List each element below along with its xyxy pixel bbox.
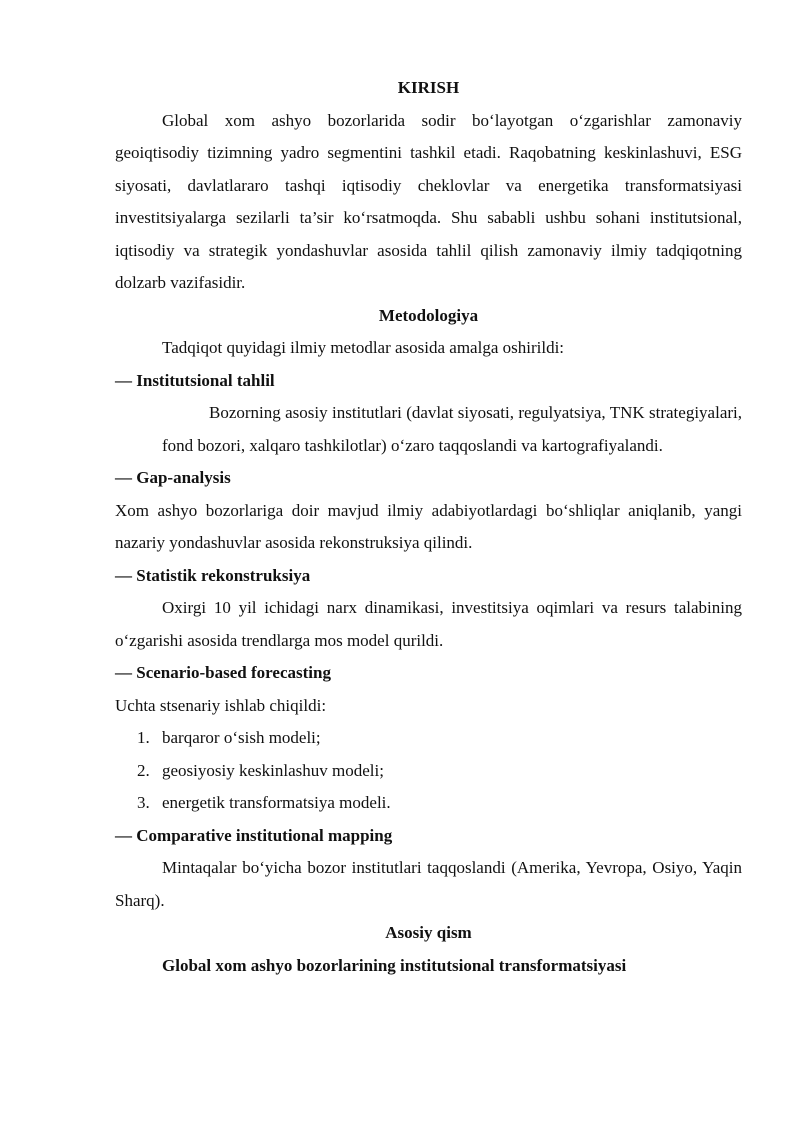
intro-paragraph: Global xom ashyo bozorlarida sodir bo‘layotgan o‘zgarishlar zamonaviy geoiqtisodiy tizimning yadro segmentini tashkil etadi. Raqobatning keskinlashuvi, ESG siyosati, davlatlararo tashqi iqtisodiy cheklovlar va energetika transformatsiyasi investitsiyalarga sezilarli ta’sir ko‘rsatmoqda. Shu sababli ushbu sohani institutsional, iqtisodiy va strategik yondashuvlar asosida tahlil qilish zamonaviy ilmiy tadqiqotning dolzarb vazifasidir.: [115, 110, 742, 292]
main-subheading: Global xom ashyo bozorlarining institutsional transformatsiyasi: [162, 955, 627, 975]
gap-analysis-title: — Gap-analysis: [115, 468, 231, 487]
comparative-mapping-title: — Comparative institutional mapping: [115, 825, 393, 845]
main-heading: Asosiy qism: [385, 923, 472, 942]
list-item: [115, 755, 742, 788]
scenario-list: [115, 722, 742, 820]
scenario-forecasting-title: — Scenario-based forecasting: [115, 663, 331, 682]
statistical-reconstruction-text: Oxirgi 10 yil ichidagi narx dinamikasi, investitsiya oqimlari va resurs talabining o‘zgarishi asosida trendlarga mos model qurildi.: [115, 598, 742, 650]
list-item: [115, 787, 742, 820]
list-item-number: 3.: [137, 793, 150, 812]
institutional-analysis-text: Bozorning asosiy institutlari (davlat siyosati, regulyatsiya, TNK strategiyalari, fond bozori, xalqaro tashkilotlar) o‘zaro taqqoslandi va kartografiyalandi.: [162, 403, 742, 455]
institutional-analysis-title: — Institutsional tahlil: [115, 370, 275, 390]
list-item-text: barqaror o‘sish modeli;: [162, 728, 321, 747]
list-item-text: geosiyosiy keskinlashuv modeli;: [162, 760, 384, 780]
intro-heading: KIRISH: [397, 78, 460, 97]
list-item-number: 1.: [137, 728, 150, 747]
comparative-mapping-text: Mintaqalar bo‘yicha bozor institutlari taqqoslandi (Amerika, Yevropa, Osiyo, Yaqin Sharq).: [115, 858, 742, 910]
statistical-reconstruction-title: — Statistik rekonstruksiya: [115, 565, 311, 585]
list-item-text: energetik transformatsiya modeli.: [162, 793, 391, 812]
gap-analysis-text: Xom ashyo bozorlariga doir mavjud ilmiy adabiyotlardagi bo‘shliqlar aniqlanib, yangi nazariy yondashuvlar asosida rekonstruksiya qilindi.: [115, 500, 742, 552]
methodology-heading: Metodologiya: [378, 305, 479, 325]
scenario-intro: Uchta stsenariy ishlab chiqildi:: [115, 695, 327, 715]
list-item-number: 2.: [137, 760, 150, 780]
list-item: [115, 722, 742, 755]
document-page: [115, 72, 742, 982]
methodology-intro: Tadqiqot quyidagi ilmiy metodlar asosida amalga oshirildi:: [162, 338, 565, 357]
